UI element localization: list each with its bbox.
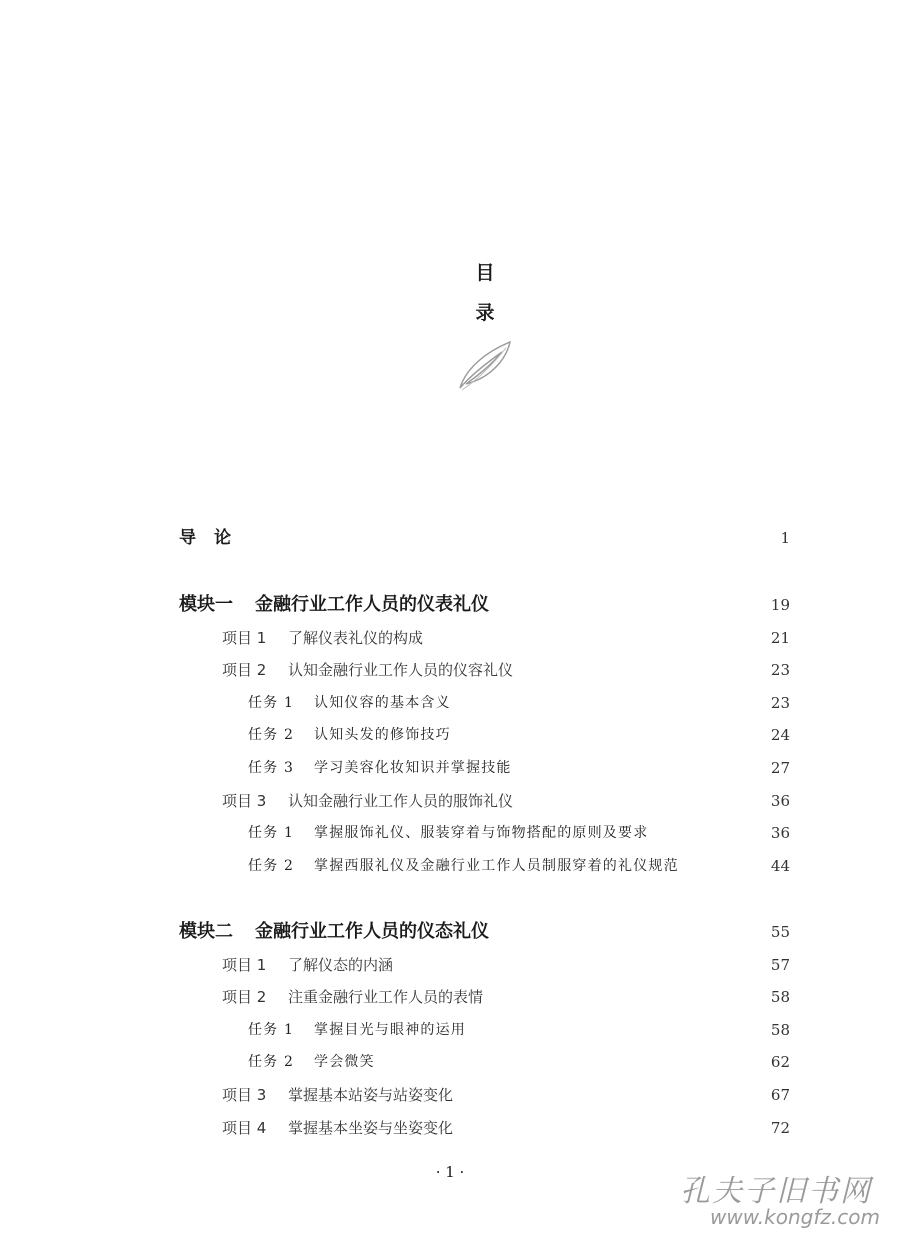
toc-module-title: 金融行业工作人员的仪态礼仪 (255, 921, 489, 942)
toc-project-entry[interactable] (0, 1081, 900, 1109)
toc-task-entry[interactable] (0, 754, 900, 782)
toc-entry-title: 了解仪表礼仪的构成 (288, 629, 424, 647)
toc-title-char-2: 录 (475, 302, 495, 324)
toc-entry-label (222, 983, 483, 1011)
toc-task-entry[interactable] (0, 721, 900, 749)
toc-entry-title: 掌握西服礼仪及金融行业工作人员制服穿着的礼仪规范 (314, 858, 679, 874)
toc-entry-page: 44 (770, 857, 790, 875)
toc-entry-title: 注重金融行业工作人员的表情 (288, 988, 484, 1006)
toc-entry-title: 学习美容化妆知识并掌握技能 (314, 760, 512, 776)
toc-entry-number: 任务 3 (248, 760, 295, 776)
toc-entry-number: 任务 2 (248, 858, 295, 874)
toc-entry-page: 58 (770, 1021, 790, 1039)
toc-module-title: 金融行业工作人员的仪表礼仪 (255, 594, 489, 615)
toc-entry-title: 掌握服饰礼仪、服装穿着与饰物搭配的原则及要求 (314, 825, 649, 841)
toc-entry-number: 项目 4 (222, 1119, 267, 1137)
toc-entry-page: 62 (770, 1053, 790, 1071)
toc-entry-page: 36 (770, 792, 790, 810)
toc-entry-page: 23 (770, 694, 790, 712)
watermark-site-name: 孔夫子旧书网 (680, 1174, 872, 1209)
toc-entry-page: 36 (770, 824, 790, 842)
toc-task-entry[interactable] (0, 1016, 900, 1044)
toc-task-entry[interactable] (0, 1048, 900, 1076)
toc-project-entry[interactable] (0, 787, 900, 815)
toc-task-entry[interactable] (0, 852, 900, 880)
toc-entry-label (248, 689, 451, 717)
toc-entry-label (222, 656, 513, 684)
toc-module-label (179, 918, 489, 946)
toc-project-entry[interactable] (0, 983, 900, 1011)
toc-entry-title: 导论 (179, 528, 249, 548)
toc-project-entry[interactable] (0, 656, 900, 684)
toc-title-char-1: 目 (475, 262, 495, 284)
toc-entry-title: 认知金融行业工作人员的服饰礼仪 (288, 792, 514, 810)
toc-entry-page: 24 (770, 726, 790, 744)
toc-entry-title: 认知金融行业工作人员的仪容礼仪 (288, 661, 514, 679)
toc-entry-number: 项目 2 (222, 661, 267, 679)
toc-entry-page: 23 (770, 661, 790, 679)
toc-entry-label (248, 852, 679, 880)
toc-task-entry[interactable] (0, 819, 900, 847)
toc-entry-label (222, 1114, 453, 1142)
toc-entry-label (222, 951, 393, 979)
toc-entry-label (248, 819, 648, 847)
toc-entry-label (222, 787, 513, 815)
toc-module-number: 模块二 (179, 921, 233, 942)
watermark-url: www.kongfz.com (710, 1205, 880, 1229)
toc-entry-title: 掌握基本站姿与站姿变化 (288, 1086, 454, 1104)
toc-project-entry[interactable] (0, 1114, 900, 1142)
toc-entry-page: 72 (770, 1119, 790, 1137)
toc-module-page: 55 (770, 923, 790, 941)
toc-module-page: 19 (770, 596, 790, 614)
toc-entry-title: 掌握基本坐姿与坐姿变化 (288, 1119, 454, 1137)
toc-entry-label (248, 1016, 466, 1044)
toc-entry-title: 认知头发的修饰技巧 (314, 727, 451, 743)
toc-entry-page: 67 (770, 1086, 790, 1104)
toc-entry-number: 项目 1 (222, 629, 267, 647)
toc-entry-number: 项目 3 (222, 1086, 267, 1104)
toc-task-entry[interactable] (0, 689, 900, 717)
toc-entry-number: 项目 2 (222, 988, 267, 1006)
toc-entry-page: 58 (770, 988, 790, 1006)
leaf-ornament-icon (456, 338, 516, 394)
page-number: · 1 · (435, 1163, 465, 1181)
toc-module-2[interactable] (0, 918, 900, 946)
toc-entry-label (222, 1081, 453, 1109)
toc-entry-page: 21 (770, 629, 790, 647)
toc-module-label (179, 591, 489, 619)
toc-entry-number: 项目 3 (222, 792, 267, 810)
toc-entry-number: 任务 1 (248, 825, 295, 841)
toc-entry-label (248, 1048, 375, 1076)
toc-entry-number: 任务 2 (248, 1054, 295, 1070)
toc-module-1[interactable] (0, 591, 900, 619)
toc-entry-page: 27 (770, 759, 790, 777)
toc-project-entry[interactable] (0, 951, 900, 979)
toc-entry-label (248, 754, 512, 782)
toc-entry-label (222, 624, 423, 652)
toc-entry-number: 任务 2 (248, 727, 295, 743)
toc-entry-label (248, 721, 451, 749)
toc-entry-number: 项目 1 (222, 956, 267, 974)
toc-entry-title: 掌握目光与眼神的运用 (314, 1022, 466, 1038)
toc-project-entry[interactable] (0, 624, 900, 652)
toc-entry-page: 57 (770, 956, 790, 974)
toc-module-number: 模块一 (179, 594, 233, 615)
toc-entry-intro[interactable] (0, 524, 900, 552)
toc-entry-title: 了解仪态的内涵 (288, 956, 394, 974)
toc-entry-number: 任务 1 (248, 695, 295, 711)
toc-entry-title: 学会微笑 (314, 1054, 375, 1070)
toc-entry-page: 1 (780, 529, 790, 547)
toc-entry-title: 认知仪容的基本含义 (314, 695, 451, 711)
toc-entry-number: 任务 1 (248, 1022, 295, 1038)
